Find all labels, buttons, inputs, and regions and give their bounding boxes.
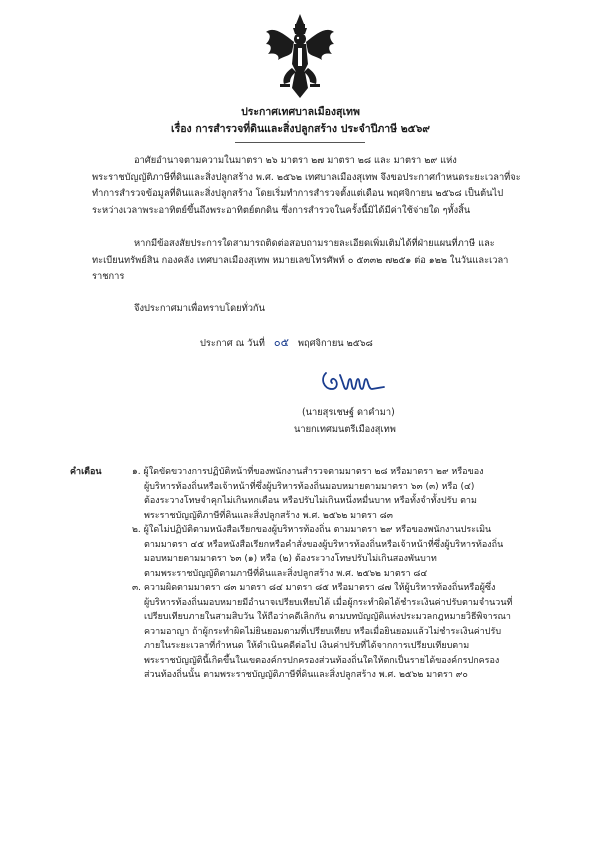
title-divider (235, 142, 365, 143)
warning-line: ต้องระวางโทษจำคุกไม่เกินหกเดือน หรือปรับไม่เกินหนึ่งหมื่นบาท หรือทั้งจำทั้งปรับ ตาม (144, 496, 477, 506)
paragraph-line: หากมีข้อสงสัยประการใดสามารถติดต่อสอบถามรายละเอียดเพิ่มเติมได้ที่ฝ่ายแผนที่ภาษี และ (134, 238, 495, 249)
warning-line: ตามมาตรา ๔๕ หรือหนังสือเรียกหรือคำสั่งของผู้บริหารท้องถิ่นหรือเจ้าหน้าที่ซึ่งผู้บริหารท้องถิ่น (144, 539, 504, 550)
announcement-date (200, 333, 373, 351)
warning-line: พระราชบัญญัตินี้เกิดขึ้นในเขตองค์กรปกครองส่วนท้องถิ่นใดให้ตกเป็นรายได้ของค์กรปกครอง (144, 655, 500, 666)
warning-line: ตามพระราชบัญญัติตามภาษีที่ดินและสิ่งปลูกสร้าง พ.ศ. ๒๕๖๒ มาตรา ๘๔ (144, 568, 428, 579)
closing-statement: จึงประกาศมาเพื่อทราบโดยทั่วกัน (134, 303, 265, 314)
warning-item-1 (132, 465, 571, 523)
date-month-year: พฤศจิกายน ๒๕๖๘ (297, 338, 373, 349)
signer-position: นายกเทศมนตรีเมืองสุเทพ (294, 424, 396, 435)
paragraph-line: อาศัยอำนาจตามความในมาตรา ๒๖ มาตรา ๒๗ มาตรา ๒๘ และ มาตรา ๒๙ แห่ง (134, 155, 457, 166)
warning-line: ๒. ผู้ใดไม่ปฏิบัติตามหนังสือเรียกของผู้บริหารท้องถิ่น ตามมาตรา ๒๙ หรือของพนักงานประเมิน (132, 525, 492, 535)
warning-line: เปรียบเทียบภายในสามสิบวัน ให้ถือว่าคดีเลิกกัน ตามบทบัญญัติแห่งประมวลกฎหมายวิธีพิจารณา (144, 612, 511, 622)
warning-line: ๑. ผู้ใดขัดขวางการปฏิบัติหน้าที่ของพนักงานสำรวจตามมาตรา ๒๘ หรือมาตรา ๒๙ หรือของ (132, 467, 484, 477)
warning-line: มอบหมายตามมาตรา ๖๓ (๑) หรือ (๒) ต้องระวางโทษปรับไม่เกินสองพันบาท (144, 554, 437, 564)
announcement-title: ประกาศเทศบาลเมืองสุเทพ (241, 106, 360, 118)
body-paragraph-1 (92, 153, 561, 219)
garuda-emblem-icon (262, 12, 338, 100)
warning-line: ความอาญา ถ้าผู้กระทำผิดไม่ยินยอมตามที่เปรียบเทียบ หรือเมื่อยินยอมแล้วไม่ชำระเงินค่าปรับ (144, 626, 502, 637)
announcement-subject: เรื่อง การสำรวจที่ดินและสิ่งปลูกสร้าง ประจำปีภาษี ๒๕๖๙ (171, 123, 430, 135)
paragraph-line: พระราชบัญญัติภาษีที่ดินและสิ่งปลูกสร้าง พ.ศ. ๒๕๖๒ เทศบาลเมืองสุเทพ จึงขอประกาศกำหนดระยะเวลาที่จะ (92, 171, 521, 183)
warning-line: พระราชบัญญัติภาษีที่ดินและสิ่งปลูกสร้าง พ.ศ. ๒๕๖๒ มาตรา ๘๓ (144, 510, 393, 521)
paragraph-line: ทำการสำรวจข้อมูลที่ดินและสิ่งปลูกสร้าง โดยเริ่มทำการสำรวจตั้งแต่เดือน พฤศจิกายน ๒๕๖๘ เป็นต้นไป (92, 188, 504, 199)
warning-line: ภายในระยะเวลาที่กำหนด ให้ดำเนินคดีต่อไป เงินค่าปรับที่ได้จากการเปรียบเทียบตาม (144, 641, 470, 651)
body-paragraph-2 (92, 236, 561, 286)
signer-name: (นายสุรเชษฐ์ ดาคำมา) (302, 407, 395, 418)
warning-item-2 (132, 523, 571, 581)
warning-item-3 (132, 581, 571, 683)
paragraph-line: ราชการ (92, 271, 125, 282)
warning-line: ผู้บริหารท้องถิ่นหรือเจ้าหน้าที่ซึ่งผู้บริหารท้องถิ่นมอบหมายตามมาตรา ๖๓ (๓) หรือ (๔) (144, 481, 475, 492)
handwritten-signature (318, 365, 388, 395)
warning-line: ๓. ความผิดตามมาตรา ๘๓ มาตรา ๘๔ มาตรา ๘๕ หรือมาตรา ๘๗ ให้ผู้บริหารท้องถิ่นหรือผู้ซึ่ง (132, 583, 496, 593)
warning-line: ผู้บริหารท้องถิ่นมอบหมายมีอำนาจเปรียบเทียบได้ เมื่อผู้กระทำผิดได้ชำระเงินค่าปรับตามจำนวนที่ (144, 597, 513, 608)
date-day: ๐๕ (273, 336, 289, 349)
date-prefix: ประกาศ ณ วันที่ (200, 338, 265, 349)
warning-line: ส่วนท้องถิ่นนั้น ตามพระราชบัญญัติภาษีที่ดินและสิ่งปลูกสร้าง พ.ศ. ๒๕๖๒ มาตรา ๙๐ (144, 670, 468, 680)
paragraph-line: ทะเบียนทรัพย์สิน กองคลัง เทศบาลเมืองสุเทพ หมายเลขโทรศัพท์ ๐ ๕๓๓๒ ๗๒๕๑ ต่อ ๑๒๒ ในวันและเวลา (92, 254, 509, 266)
paragraph-line: ระหว่างเวลาพระอาทิตย์ขึ้นถึงพระอาทิตย์ตกดิน ซึ่งการสำรวจในครั้งนี้มิได้มีค่าใช้จ่ายใด ๆทั้งสิ้น (92, 204, 471, 216)
warning-label: คำเตือน (70, 467, 102, 477)
